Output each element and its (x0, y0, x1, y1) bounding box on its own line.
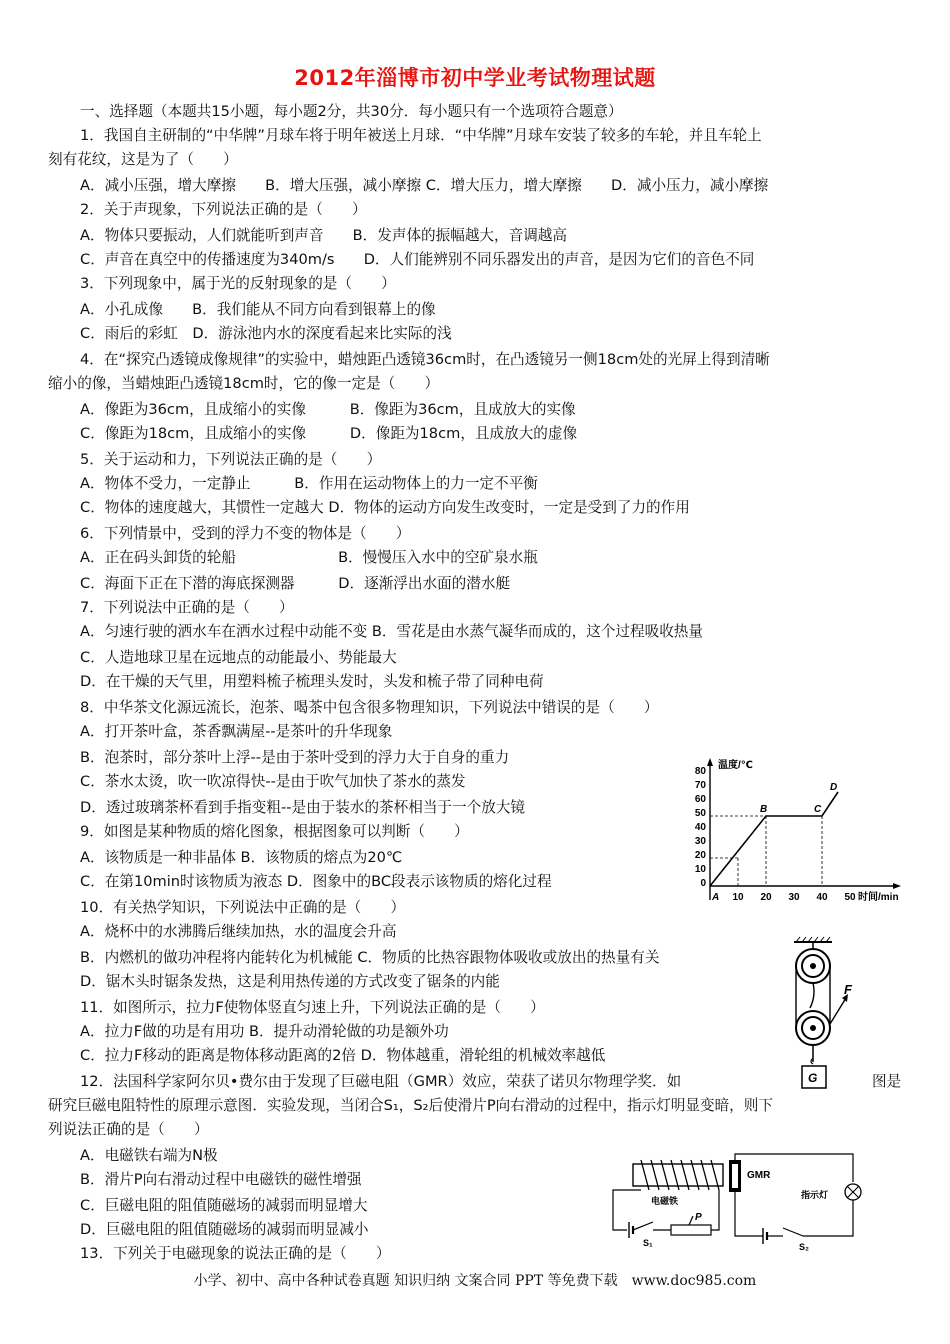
y-axis-arrow (707, 758, 713, 766)
text-line: A．物体不受力，一定静止 B．作用在运动物体上的力一定不平衡 (80, 475, 538, 492)
y-axis-label: 温度/℃ (718, 760, 753, 771)
y-tick-50: 50 (694, 808, 706, 819)
text-line: 刻有花纹，这是为了（ ） (48, 151, 238, 168)
weight-label: G (808, 1071, 818, 1085)
text-line: B．泡茶时，部分茶叶上浮--是由于茶叶受到的浮力大于自身的重力 (80, 749, 510, 766)
text-line: B．内燃机的做功冲程将内能转化为机械能 C．物质的比热容跟物体吸收或放出的热量有关 (80, 949, 660, 966)
text-line: A．像距为36cm，且成缩小的实像 B．像距为36cm，且成放大的实像 (80, 401, 576, 418)
text-line: 8．中华茶文化源远流长，泡茶、喝茶中包含很多物理知识，下列说法中错误的是（ ） (80, 699, 659, 716)
text-line: 图是 (872, 1073, 902, 1090)
lamp-cross (847, 1186, 859, 1198)
text-line: 11．如图所示，拉力F使物体竖直匀速上升，下列说法正确的是（ ） (80, 999, 545, 1016)
x-tick-10: 10 (732, 892, 744, 903)
text-line: A．打开茶叶盒，茶香飘满屋--是茶叶的升华现象 (80, 723, 393, 740)
text-line: 9．如图是某种物质的熔化图象，根据图象可以判断（ ） (80, 823, 469, 840)
switch-2-label: S₂ (799, 1242, 810, 1252)
text-line: 7．下列说法中正确的是（ ） (80, 599, 294, 616)
text-line: B．滑片P向右滑动过程中电磁铁的磁性增强 (80, 1171, 362, 1188)
text-line: 3．下列现象中，属于光的反射现象的是（ ） (80, 275, 396, 292)
gmr-element-inner (732, 1164, 738, 1188)
text-line: 10．有关热学知识，下列说法中正确的是（ ） (80, 899, 406, 916)
text-line: C．人造地球卫星在远地点的动能最小、势能最大 (80, 649, 397, 666)
y-tick-40: 40 (694, 822, 706, 833)
text-line: A．烧杯中的水沸腾后继续加热，水的温度会升高 (80, 923, 397, 940)
text-line: A．拉力F做的功是有用功 B．提升动滑轮做的功是额外功 (80, 1023, 449, 1040)
page-title: 2012年淄博市初中学业考试物理试题 (294, 66, 656, 90)
text-line: A．匀速行驶的洒水车在洒水过程中动能不变 B．雪花是由水蒸气凝华而成的，这个过程吸收热量 (80, 623, 703, 640)
slider-arrow (689, 1216, 693, 1225)
text-line: 缩小的像，当蜡烛距凸透镜18cm时，它的像一定是（ ） (48, 375, 440, 392)
text-line: C．物体的速度越大，其惯性一定越大 D．物体的运动方向发生改变时，一定是受到了力的作用 (80, 499, 690, 516)
rope-middle (810, 983, 814, 1008)
rheostat (671, 1225, 711, 1235)
movable-pulley-axle (810, 1025, 816, 1031)
x-tick-20: 20 (760, 892, 772, 903)
text-line: 6．下列情景中，受到的浮力不变的物体是（ ） (80, 525, 411, 542)
slider-label: P (695, 1212, 702, 1223)
force-arrow (830, 998, 846, 1024)
text-line: D．透过玻璃茶杯看到手指变粗--是由于装水的茶杯相当于一个放大镜 (80, 799, 525, 816)
text-line: C．海面下正在下潜的海底探测器 D．逐渐浮出水面的潜水艇 (80, 575, 511, 592)
text-line: D．锯木头时锯条发热，这是利用热传递的方式改变了锯条的内能 (80, 973, 500, 990)
switch-1-label: S₁ (643, 1238, 653, 1248)
text-line: D．在干燥的天气里，用塑料梳子梳理头发时，头发和梳子带了同种电荷 (80, 673, 544, 690)
left-circuit-wire (613, 1190, 641, 1230)
text-line: 研究巨磁电阻特性的原理示意图．实验发现，当闭合S₁，S₂后使滑片P向右滑动的过程中，指示灯明显变暗，则下 (48, 1097, 773, 1114)
text-line: C．巨磁电阻的阻值随磁场的减弱而明显增大 (80, 1197, 368, 1214)
switch-2 (783, 1228, 803, 1236)
text-line: A．减小压强，增大摩擦 B．增大压强，减小摩擦 C．增大压力，增大摩擦 D．减小压力，减小摩擦 (80, 177, 769, 194)
text-line: 13．下列关于电磁现象的说法正确的是（ ） (80, 1245, 391, 1262)
right-coil-wire (711, 1190, 719, 1230)
footer-text: 小学、初中、高中各种试卷真题 知识归纳 文案合同 PPT 等免费下载 www.doc985.com (193, 1273, 757, 1289)
point-c-label: C (814, 804, 822, 815)
point-a-label: A (712, 892, 720, 903)
text-line: 1．我国自主研制的“中华牌”月球车将于明年被送上月球．“中华牌”月球车安装了较多的车轮，并且车轮上 (80, 127, 762, 144)
y-tick-labels (695, 766, 707, 889)
text-line: 列说法正确的是（ ） (48, 1121, 209, 1138)
text-line: 2．关于声现象，下列说法正确的是（ ） (80, 201, 367, 218)
text-line: A．该物质是一种非晶体 B．该物质的熔点为20℃ (80, 849, 403, 866)
x-tick-30: 30 (788, 892, 800, 903)
text-line: A．小孔成像 B．我们能从不同方向看到银幕上的像 (80, 301, 436, 318)
text-line: 5．关于运动和力，下列说法正确的是（ ） (80, 451, 382, 468)
y-tick-60: 60 (694, 794, 706, 805)
text-line: 12．法国科学家阿尔贝•费尔由于发现了巨磁电阻（GMR）效应，荣获了诺贝尔物理学奖．如 (80, 1073, 682, 1090)
force-label: F (844, 982, 852, 997)
text-line: C．茶水太烫，吹一吹凉得快--是由于吹气加快了茶水的蒸发 (80, 773, 466, 790)
right-bottom-wire (803, 1200, 853, 1236)
text-line: 一、选择题（本题共15小题，每小题2分，共30分．每小题只有一个选项符合题意） (80, 103, 623, 120)
melting-graph (680, 752, 920, 912)
x-tick-labels (732, 892, 856, 903)
gmr-circuit-diagram (603, 1152, 873, 1252)
pulley-diagram (780, 936, 860, 1096)
y-tick-80: 80 (694, 766, 706, 777)
fixed-pulley-axle (810, 963, 816, 969)
text-line: A．物体只要振动，人们就能听到声音 B．发声体的振幅越大，音调越高 (80, 227, 567, 244)
x-tick-50: 50 (844, 892, 856, 903)
y-tick-0: 0 (700, 878, 706, 889)
point-b-label: B (760, 804, 768, 815)
y-tick-70: 70 (694, 780, 706, 791)
x-axis-arrow (893, 883, 901, 889)
electromagnet-label: 电磁铁 (651, 1196, 679, 1206)
text-line: C．声音在真空中的传播速度为340m/s D．人们能辨别不同乐器发出的声音，是因为它们的音色不同 (80, 251, 755, 268)
left-gmr-wire (735, 1192, 763, 1236)
text-line: 4．在“探究凸透镜成像规律”的实验中，蜡烛距凸透镜36cm时，在凸透镜另一侧18cm处的光屏上得到清晰 (80, 351, 770, 368)
text-line: C．在第10min时该物质为液态 D．图象中的BC段表示该物质的熔化过程 (80, 873, 552, 890)
gmr-label: GMR (747, 1170, 771, 1181)
text-line: C．雨后的彩虹 D．游泳池内水的深度看起来比实际的浅 (80, 325, 452, 342)
y-tick-30: 30 (694, 836, 706, 847)
lamp-label: 指示灯 (801, 1190, 829, 1200)
x-axis-label: 时间/min (858, 892, 899, 903)
point-d-label: D (830, 782, 838, 793)
text-line: C．拉力F移动的距离是物体移动距离的2倍 D．物体越重，滑轮组的机械效率越低 (80, 1047, 606, 1064)
text-line: D．巨磁电阻的阻值随磁场的减弱而明显减小 (80, 1221, 369, 1238)
text-line: A．电磁铁右端为N极 (80, 1147, 218, 1164)
text-line: A．正在码头卸货的轮船 B．慢慢压入水中的空矿泉水瓶 (80, 549, 538, 566)
y-tick-20: 20 (694, 850, 706, 861)
x-tick-40: 40 (816, 892, 828, 903)
text-line: C．像距为18cm，且成缩小的实像 D．像距为18cm，且成放大的虚像 (80, 425, 578, 442)
y-tick-10: 10 (694, 864, 706, 875)
switch-1 (633, 1222, 653, 1230)
